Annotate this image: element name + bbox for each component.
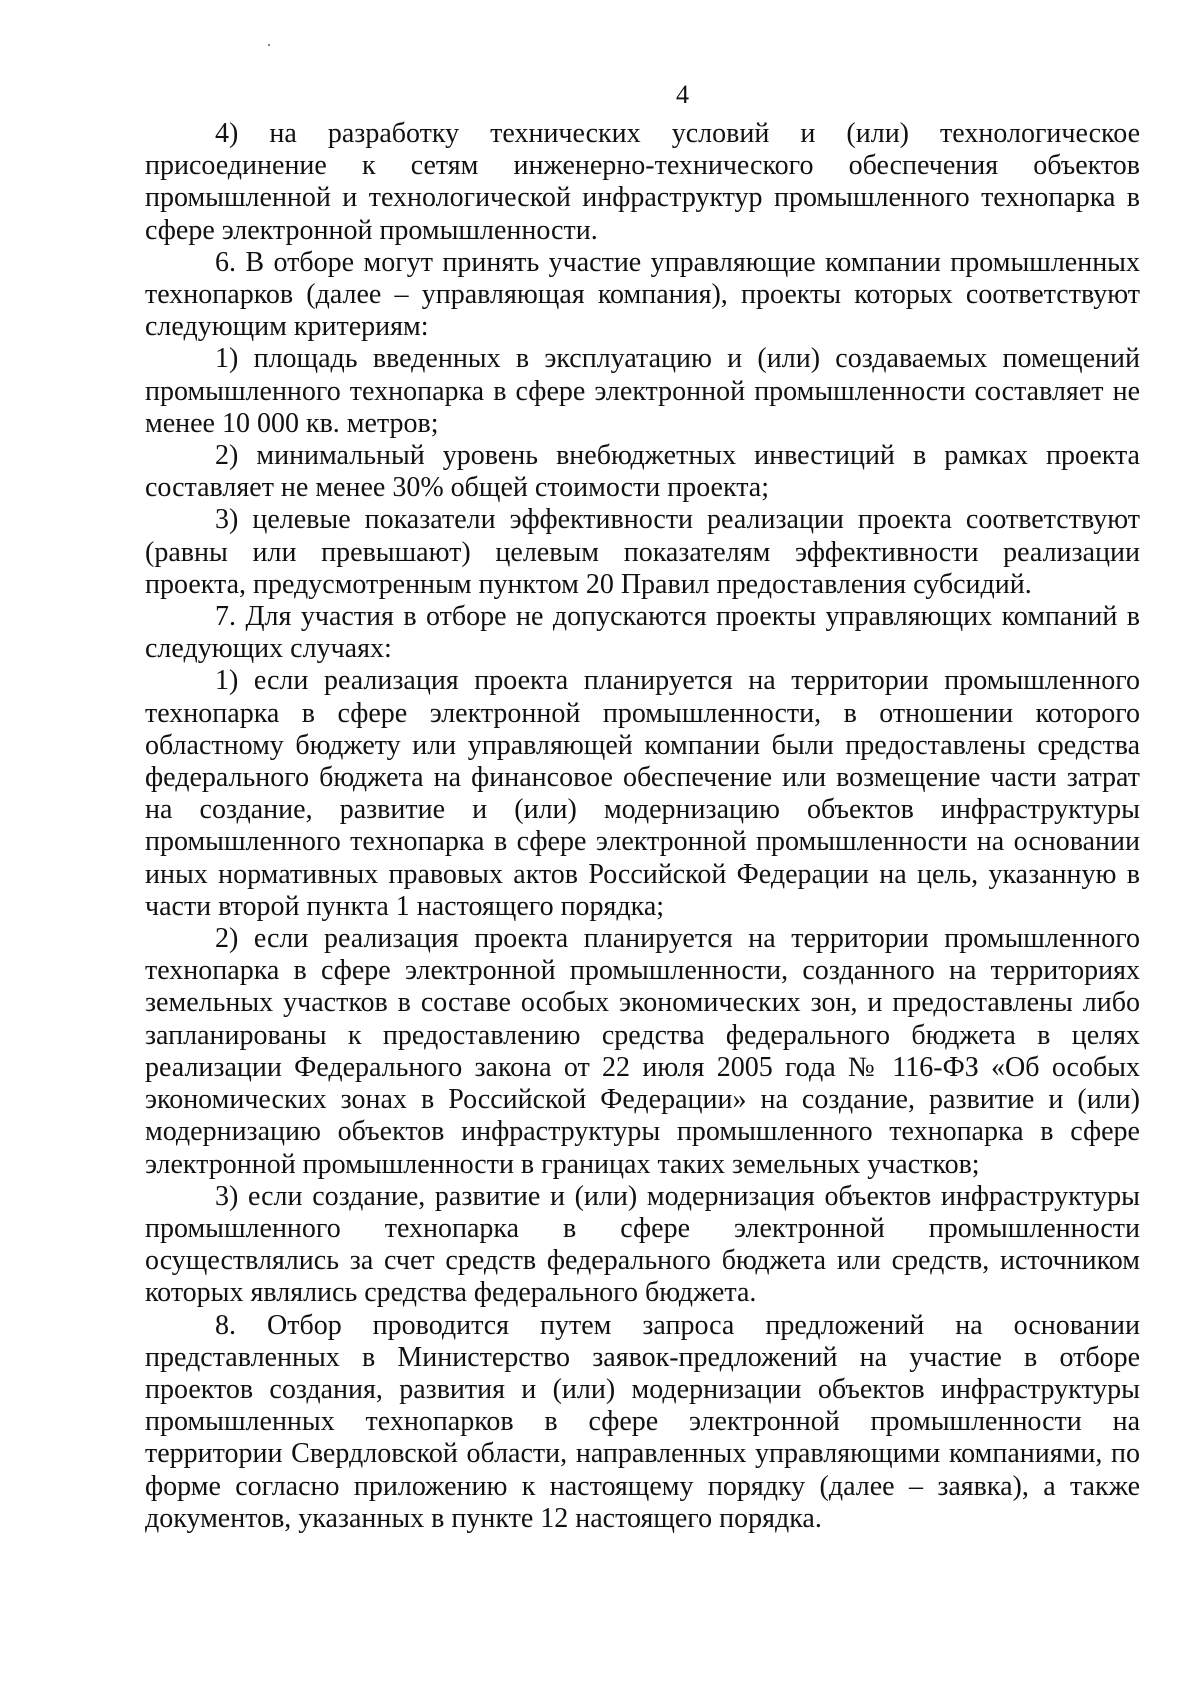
paragraph-6-criterion-2: 2) минимальный уровень внебюджетных инвестиций в рамках проекта составляет не менее 30% общей стоимости проекта; [145, 440, 1140, 504]
paragraph-6-participants: 6. В отборе могут принять участие управляющие компании промышленных технопарков (далее – управляющая компания), проекты которых соответствуют следующим критериям: [145, 246, 1140, 343]
scan-speck [268, 44, 270, 46]
paragraph-8-selection: 8. Отбор проводится путем запроса предложений на основании представленных в Министерство заявок-предложений на участие в отборе проектов создания, развития и (или) модернизации объектов инфраструктуры промышленных технопарков в сфере электронной промышленности на территории Свердловской области, направленных управляющими компаниями, по форме согласно приложению к настоящему порядку (далее – заявка), а также документов, указанных в пункте 12 настоящего порядка. [145, 1309, 1140, 1534]
paragraph-7-exclusions: 7. Для участия в отборе не допускаются проекты управляющих компаний в следующих случаях: [145, 601, 1140, 665]
paragraph-6-criterion-3: 3) целевые показатели эффективности реализации проекта соответствуют (равны или превышают) целевым показателям эффективности реализации проекта, предусмотренным пунктом 20 Правил предоставления субсидий. [145, 504, 1140, 600]
paragraph-7-case-2: 2) если реализация проекта планируется на территории промышленного технопарка в сфере электронной промышленности, созданного на территориях земельных участков в составе особых экономических зон, и предоставлены либо запланированы к предоставлению средства федерального бюджета в целях реализации Федерального закона от 22 июля 2005 года № 116-ФЗ «Об особых экономических зонах в Российской Федерации» на создание, развитие и (или) модернизацию объектов инфраструктуры промышленного технопарка в сфере электронной промышленности в границах таких земельных участков; [145, 923, 1140, 1180]
paragraph-7-case-1: 1) если реализация проекта планируется на территории промышленного технопарка в сфере электронной промышленности, в отношении которого областному бюджету или управляющей компании были предоставлены средства федерального бюджета на финансовое обеспечение или возмещение части затрат на создание, развитие и (или) модернизацию объектов инфраструктуры промышленного технопарка в сфере электронной промышленности на основании иных нормативных правовых актов Российской Федерации на цель, указанную в части второй пункта 1 настоящего порядка; [145, 665, 1140, 922]
paragraph-6-criterion-1: 1) площадь введенных в эксплуатацию и (или) создаваемых помещений промышленного технопарка в сфере электронной промышленности составляет не менее 10 000 кв. метров; [145, 343, 1140, 439]
document-body [145, 118, 1140, 1535]
paragraph-item-4-grid-connection: 4) на разработку технических условий и (или) технологическое присоединение к сетям инженерно-технического обеспечения объектов промышленной и технологической инфраструктур промышленного технопарка в сфере электронной промышленности. [145, 118, 1140, 246]
page-number: 4 [676, 80, 689, 109]
paragraph-7-case-3: 3) если создание, развитие и (или) модернизация объектов инфраструктуры промышленного технопарка в сфере электронной промышленности осуществлялись за счет средств федерального бюджета или средств, источником которых являлись средства федерального бюджета. [145, 1180, 1140, 1309]
